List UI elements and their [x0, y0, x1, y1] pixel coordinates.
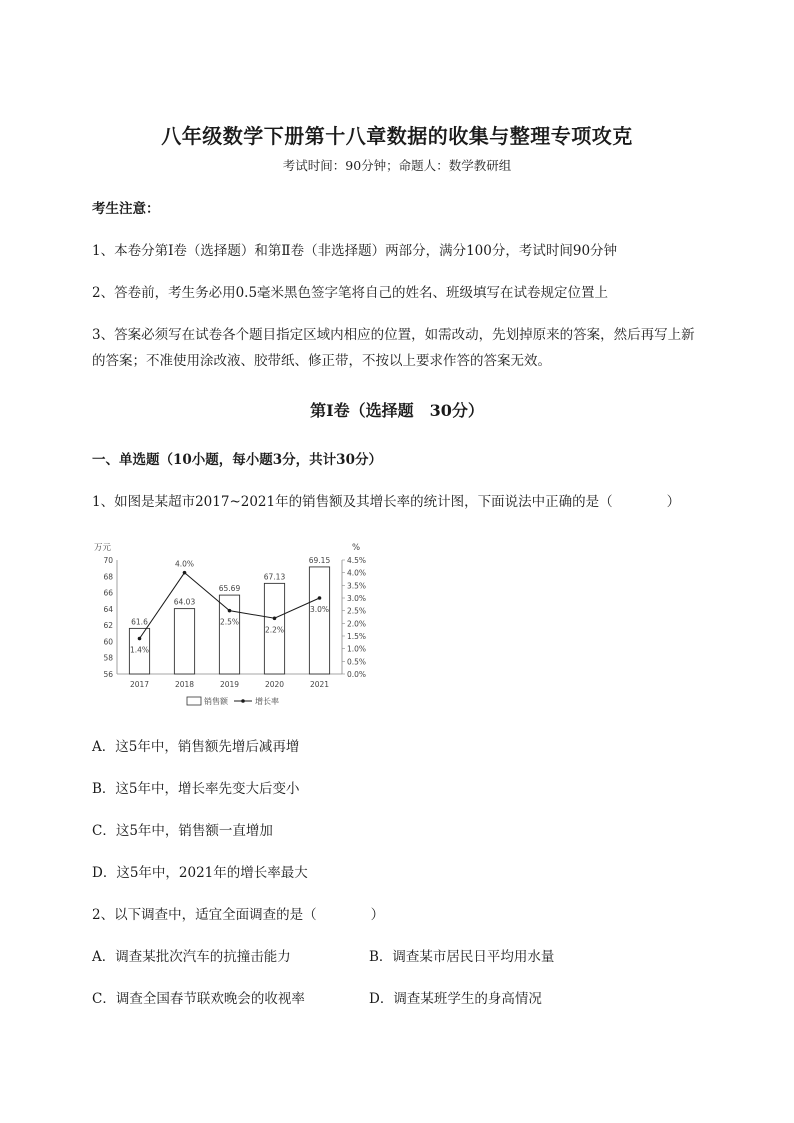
right-tick-label: 2.0% — [347, 619, 367, 629]
right-tick-label: 1.0% — [347, 644, 367, 654]
left-tick-label: 66 — [103, 588, 113, 598]
left-tick-label: 70 — [103, 556, 113, 565]
notice-item-1: 1、本卷分第I卷（选择题）和第Ⅱ卷（非选择题）两部分，满分100分，考试时间90分钟 — [92, 243, 618, 259]
growth-rate-point — [273, 616, 277, 620]
left-tick-label: 62 — [103, 621, 113, 631]
x-tick-label: 2018 — [174, 680, 195, 689]
question-1-option-a[interactable]: A．这5年中，销售额先增后减再增 — [92, 739, 300, 755]
growth-rate-label: 2.2% — [264, 625, 285, 635]
left-tick-label: 68 — [103, 572, 113, 582]
bar — [309, 567, 329, 674]
question-1-option-d[interactable]: D．这5年中，2021年的增长率最大 — [92, 865, 308, 881]
legend-line-marker — [241, 699, 245, 703]
right-tick-label: 3.0% — [347, 594, 367, 603]
right-tick-label: 3.5% — [347, 581, 367, 591]
bar-value-label: 67.13 — [263, 572, 286, 582]
notice-item-3: 3、答案必须写在试卷各个题目指定区域内相应的位置，如需改动，先划掉原来的答案，然后再写上新 — [92, 327, 695, 343]
notice-heading: 考生注意： — [92, 201, 160, 217]
page-title: 八年级数学下册第十八章数据的收集与整理专项攻克 — [161, 124, 633, 148]
growth-rate-point — [228, 609, 232, 613]
legend-sales-label: 销售额 — [204, 697, 228, 706]
question-2-option-b[interactable]: B．调查某市居民日平均用水量 — [369, 949, 555, 965]
x-tick-label: 2021 — [309, 680, 330, 689]
left-tick-label: 58 — [103, 653, 113, 663]
x-tick-label: 2017 — [129, 680, 150, 689]
question-1-stem: 1、如图是某超市2017~2021年的销售额及其增长率的统计图，下面说法中正确的是（ ） — [92, 494, 681, 510]
question-2-option-c[interactable]: C．调查全国春节联欢晚会的收视率 — [92, 991, 305, 1007]
question-2-option-d[interactable]: D．调查某班学生的身高情况 — [369, 991, 542, 1007]
right-tick-label: 0.5% — [347, 657, 367, 667]
growth-rate-point — [183, 571, 187, 575]
right-axis-unit: % — [352, 543, 361, 553]
legend-growth-label: 增长率 — [255, 697, 279, 706]
left-axis-unit: 万元 — [94, 543, 112, 553]
left-tick-label: 60 — [103, 637, 113, 647]
legend-bar-swatch — [187, 697, 201, 705]
growth-rate-label: 3.0% — [309, 605, 330, 614]
left-tick-label: 64 — [103, 604, 113, 614]
right-tick-label: 2.5% — [347, 606, 367, 616]
question-1-option-c[interactable]: C．这5年中，销售额一直增加 — [92, 823, 273, 839]
exam-info: 考试时间：90分钟；命题人：数学教研组 — [282, 158, 512, 173]
sales-growth-chart — [90, 536, 390, 716]
notice-item-2: 2、答卷前，考生务必用0.5毫米黑色签字笔将自己的姓名、班级填写在试卷规定位置上 — [92, 285, 609, 301]
right-tick-label: 0.0% — [347, 670, 367, 679]
x-tick-label: 2019 — [219, 680, 240, 689]
growth-rate-label: 4.0% — [174, 559, 195, 569]
bar-value-label: 61.6 — [131, 617, 148, 627]
bar-value-label: 64.03 — [173, 597, 196, 607]
bar-value-label: 65.69 — [218, 584, 241, 594]
x-tick-label: 2020 — [264, 680, 285, 689]
growth-rate-label: 1.4% — [129, 645, 150, 655]
bar — [174, 609, 194, 674]
bar — [219, 595, 239, 674]
question-2-stem: 2、以下调查中，适宜全面调查的是（ ） — [92, 907, 385, 923]
right-tick-label: 4.5% — [347, 556, 367, 565]
question-1-option-b[interactable]: B．这5年中，增长率先变大后变小 — [92, 781, 300, 797]
notice-item-3-cont: 的答案；不准使用涂改液、胶带纸、修正带，不按以上要求作答的答案无效。 — [92, 353, 551, 369]
growth-rate-point — [138, 637, 142, 641]
question-2-option-a[interactable]: A．调查某批次汽车的抗撞击能力 — [92, 949, 291, 965]
section-title: 第I卷（选择题 30分） — [310, 401, 484, 420]
bar-value-label: 69.15 — [308, 555, 331, 565]
left-tick-label: 56 — [103, 670, 113, 679]
right-tick-label: 1.5% — [347, 632, 367, 641]
growth-rate-point — [318, 596, 322, 600]
growth-rate-label: 2.5% — [219, 617, 240, 627]
part-heading: 一、单选题（10小题，每小题3分，共计30分） — [92, 452, 382, 468]
right-tick-label: 4.0% — [347, 568, 367, 578]
